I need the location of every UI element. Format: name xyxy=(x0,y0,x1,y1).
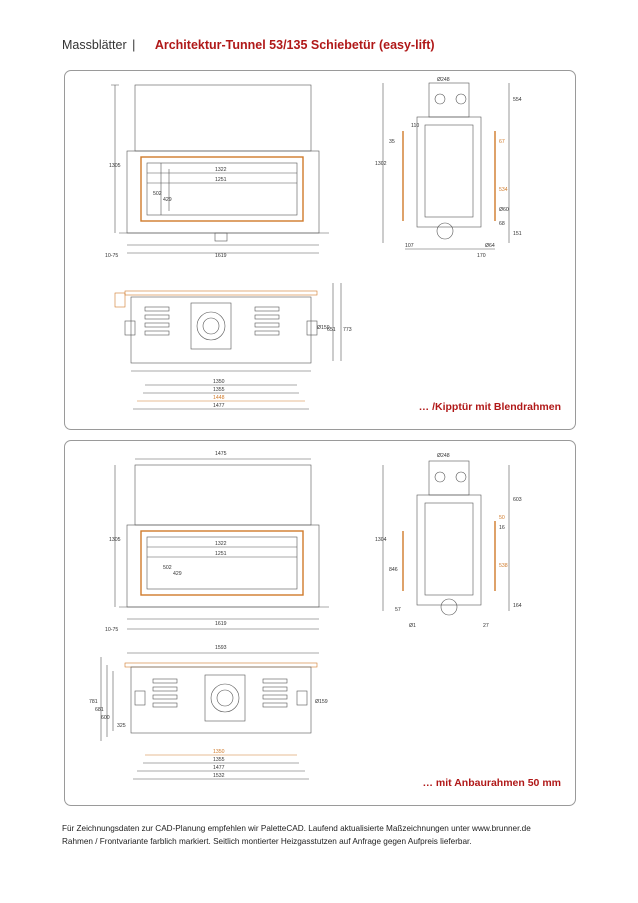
dim-1593: 1593 xyxy=(215,645,227,651)
side-body xyxy=(417,117,481,227)
dim-1322: 1322 xyxy=(215,541,227,547)
dim-1448: 1448 xyxy=(213,395,225,401)
dim-1475: 1475 xyxy=(215,451,227,457)
dim-600: 600 xyxy=(101,715,110,721)
dim-35: 35 xyxy=(389,139,395,145)
footer-line-1: Für Zeichnungsdaten zur CAD-Planung empfehlen wir PaletteCAD. Laufend aktualisierte Maßzeichnungen unter www.brunner.de xyxy=(62,824,531,833)
header-separator: | xyxy=(132,38,136,52)
dim-325: 325 xyxy=(117,723,126,729)
dim-1305: 1305 xyxy=(109,537,121,543)
technical-drawing-bottom xyxy=(65,441,575,805)
dim-1619: 1619 xyxy=(215,621,227,627)
dim-d248: Ø248 xyxy=(437,453,450,459)
dim-1305: 1305 xyxy=(109,163,121,169)
dim-429: 429 xyxy=(163,197,172,203)
dim-1532: 1532 xyxy=(213,773,225,779)
dim-d159: Ø159 xyxy=(315,699,328,705)
dim-773: 773 xyxy=(343,327,352,333)
dim-d1: Ø1 xyxy=(409,623,416,629)
dim-781: 781 xyxy=(89,699,98,705)
dim-1477: 1477 xyxy=(213,403,225,409)
dim-1251: 1251 xyxy=(215,177,227,183)
dim-1355: 1355 xyxy=(213,387,225,393)
dim-534: 534 xyxy=(499,187,508,193)
dim-d248: Ø248 xyxy=(437,77,450,83)
dim-110: 110 xyxy=(411,123,420,129)
header-label: Massblätter xyxy=(62,38,127,52)
footer-line-2: Rahmen / Frontvariante farblich markiert. Seitlich montierter Heizgasstutzen auf Anfrage gegen Aufpreis lieferbar. xyxy=(62,837,472,846)
page-header xyxy=(62,38,598,58)
dim-538: 538 xyxy=(499,563,508,569)
dim-1619: 1619 xyxy=(215,253,227,259)
variant-caption-bottom: … mit Anbaurahmen 50 mm xyxy=(422,777,561,789)
dim-57: 57 xyxy=(395,607,401,613)
dim-10-75: 10-75 xyxy=(105,253,119,259)
dim-1251: 1251 xyxy=(215,551,227,557)
technical-drawing-top xyxy=(65,71,575,429)
dim-846: 846 xyxy=(389,567,398,573)
page-title: Architektur-Tunnel 53/135 Schiebetür (easy-lift) xyxy=(154,38,435,52)
dim-d159: Ø159 xyxy=(317,325,330,331)
dim-1477: 1477 xyxy=(213,765,225,771)
dim-27: 27 xyxy=(483,623,489,629)
dim-651: 651 xyxy=(327,327,336,333)
dim-1350: 1350 xyxy=(213,379,225,385)
dim-681: 681 xyxy=(95,707,104,713)
dim-170: 170 xyxy=(477,253,486,259)
dim-10-75: 10-75 xyxy=(105,627,119,633)
dim-151: 151 xyxy=(513,231,522,237)
drawing-panel-bottom xyxy=(64,440,576,806)
dim-164: 164 xyxy=(513,603,522,609)
dim-429: 429 xyxy=(173,571,182,577)
dim-1304: 1304 xyxy=(375,537,387,543)
dim-554: 554 xyxy=(513,97,522,103)
dim-50: 50 xyxy=(499,515,505,521)
dim-1355: 1355 xyxy=(213,757,225,763)
dim-1302: 1302 xyxy=(375,161,387,167)
footer-notes xyxy=(62,822,582,848)
dim-1322: 1322 xyxy=(215,167,227,173)
variant-caption-top: … /Kipptür mit Blendrahmen xyxy=(418,401,561,413)
dim-502: 502 xyxy=(163,565,172,571)
dim-1350: 1350 xyxy=(213,749,225,755)
plan-vents-right xyxy=(255,307,279,335)
dim-d60: Ø60 xyxy=(499,207,509,213)
drawing-panel-top xyxy=(64,70,576,430)
dim-67: 67 xyxy=(499,139,505,145)
dim-16: 16 xyxy=(499,525,505,531)
dim-502: 502 xyxy=(153,191,162,197)
dim-603: 603 xyxy=(513,497,522,503)
dim-68: 68 xyxy=(499,221,505,227)
dim-107: 107 xyxy=(405,243,414,249)
front-chimney-hood xyxy=(135,85,311,151)
dim-d64: Ø64 xyxy=(485,243,495,249)
plan-vents-left xyxy=(145,307,169,335)
front-chimney-hood xyxy=(135,465,311,525)
